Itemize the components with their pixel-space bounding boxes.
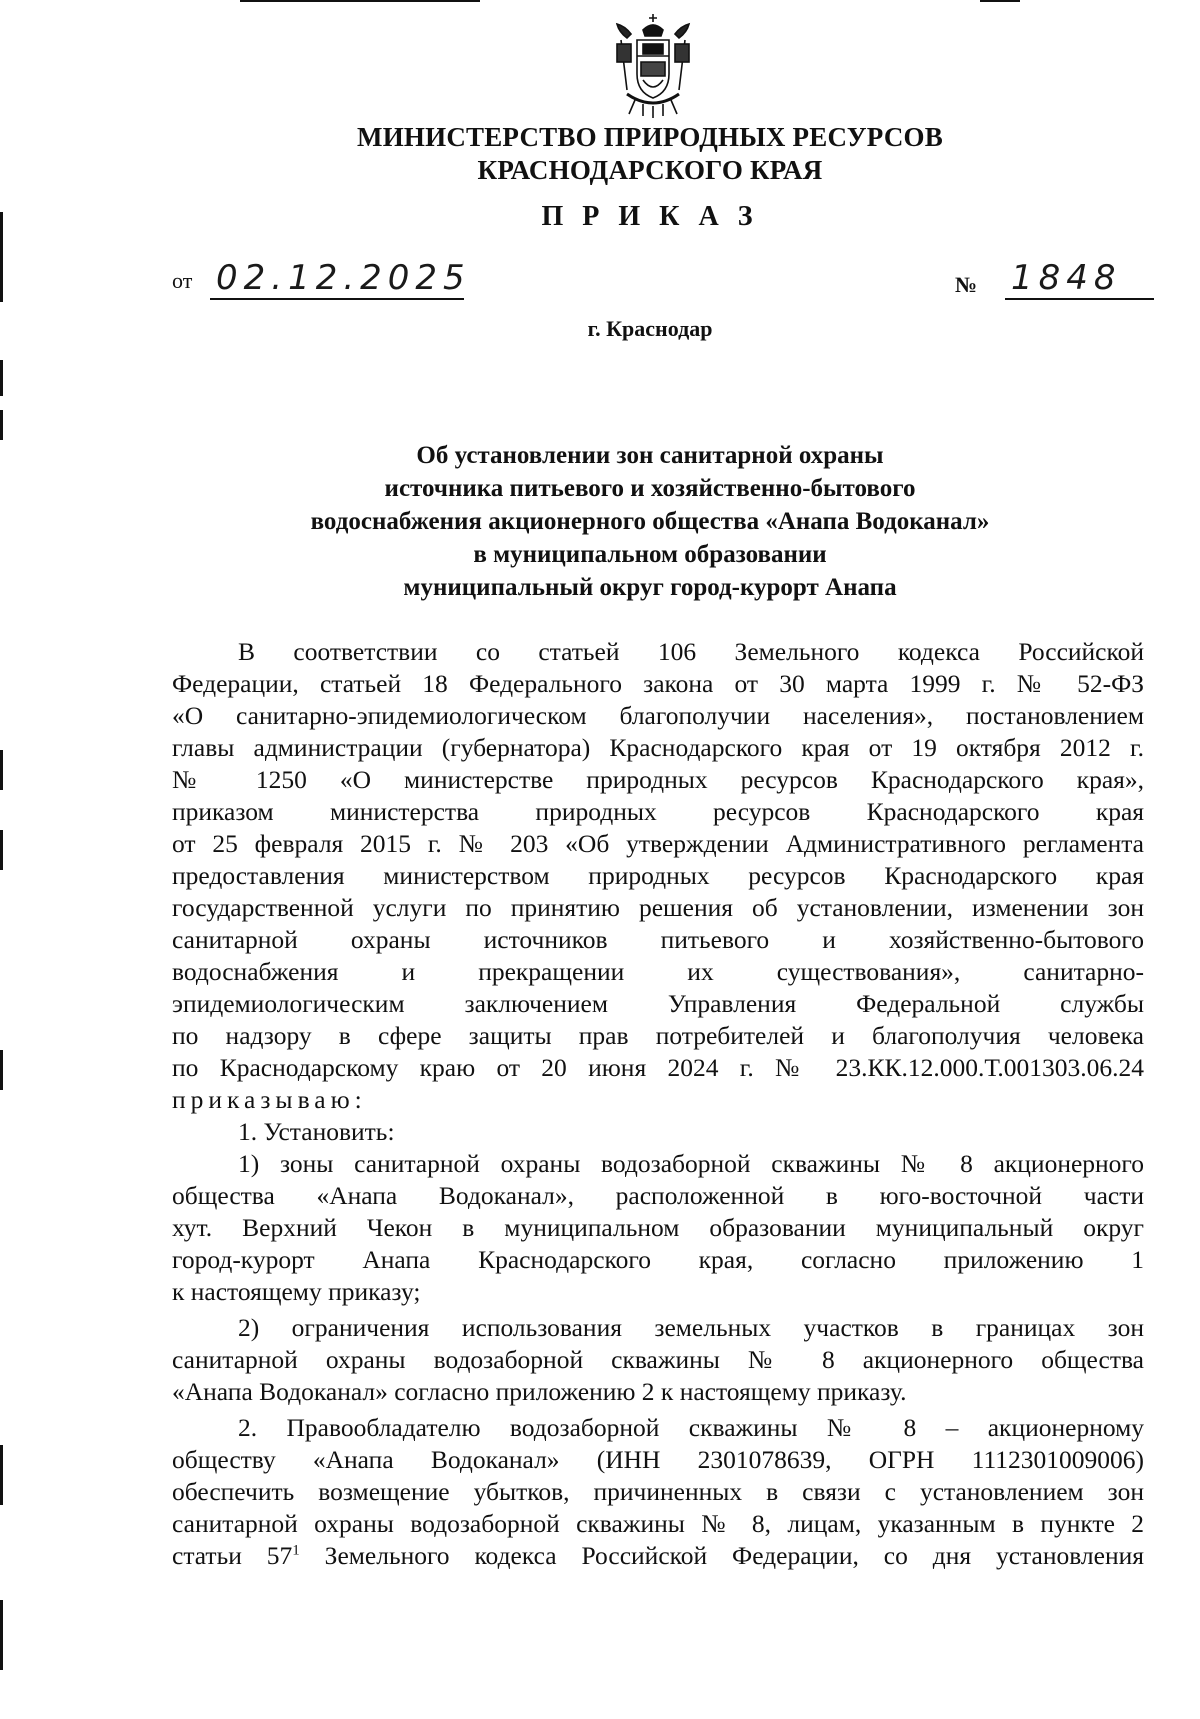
body-text-line: 1) зоны санитарной охраны водозаборной скважины № 8 акционерного (238, 1149, 1144, 1178)
ministry-name-line-2: КРАСНОДАРСКОГО КРАЯ (477, 155, 823, 185)
body-text-line: обеспечить возмещение убытков, причиненных в связи с установлением зон (172, 1477, 1144, 1506)
body-text-line: эпидемиологическим заключением Управления Федеральной службы (172, 989, 1144, 1018)
body-text-line: хут. Верхний Чекон в муниципальном образовании муниципальный округ (172, 1213, 1144, 1242)
scan-artifact (0, 410, 3, 440)
order-title-line: в муниципальном образовании (473, 541, 827, 568)
body-text-fragment: статьи 57 (172, 1541, 293, 1570)
body-text-line: 2) ограничения использования земельных участков в границах зон (238, 1313, 1144, 1342)
superscript: 1 (292, 1542, 300, 1559)
body-text-line: от 25 февраля 2015 г. № 203 «Об утверждении Административного регламента (172, 829, 1144, 858)
body-text-line: Федерации, статьей 18 Федерального закона от 30 марта 1999 г. № 52-ФЗ (172, 669, 1144, 698)
ministry-name-line-1: МИНИСТЕРСТВО ПРИРОДНЫХ РЕСУРСОВ (357, 122, 943, 152)
date-prefix: от (172, 268, 193, 293)
order-title-line: источника питьевого и хозяйственно-бытового (384, 475, 916, 502)
scan-artifact (0, 1050, 3, 1090)
scan-artifact (0, 360, 3, 396)
order-title-line: Об установлении зон санитарной охраны (416, 442, 884, 469)
body-text-line: по надзору в сфере защиты прав потребителей и благополучия человека (172, 1021, 1144, 1050)
scan-artifact (0, 1445, 3, 1505)
number-prefix: № (955, 272, 978, 297)
coat-of-arms-icon (613, 10, 693, 120)
body-text-line: 2. Правообладателю водозаборной скважины № 8 – акционерному (238, 1413, 1144, 1442)
body-text-line: санитарной охраны водозаборной скважины № 8 акционерного общества (172, 1345, 1144, 1374)
body-text-line: «О санитарно-эпидемиологическом благополучии населения», постановлением (172, 701, 1144, 730)
body-text-fragment: Земельного кодекса Российской Федерации, со дня установления (299, 1541, 1144, 1570)
body-text-line: общества «Анапа Водоканал», расположенной в юго-восточной части (172, 1181, 1144, 1210)
scan-artifact (0, 750, 3, 790)
scan-artifact (980, 0, 1020, 2)
order-title-line: водоснабжения акционерного общества «Анапа Водоканал» (310, 508, 990, 535)
document-type-heading: П Р И К А З (541, 201, 759, 232)
scan-artifact (0, 212, 3, 302)
body-text-line: № 1250 «О министерстве природных ресурсов Краснодарского края», (172, 765, 1144, 794)
body-text-line: В соответствии со статьей 106 Земельного кодекса Российской (238, 637, 1144, 666)
body-text-line: водоснабжения и прекращении их существования», санитарно- (172, 957, 1144, 986)
body-text-line: главы администрации (губернатора) Краснодарского края от 19 октября 2012 г. (172, 733, 1144, 762)
scan-artifact (240, 0, 480, 2)
order-title-line: муниципальный округ город-курорт Анапа (403, 574, 897, 601)
handwritten-order-date: 02.12.2025 (210, 258, 464, 300)
body-text-line: к настоящему приказу; (172, 1277, 421, 1306)
issue-place: г. Краснодар (587, 316, 713, 341)
body-text-line: санитарной охраны водозаборной скважины № 8, лицам, указанным в пункте 2 (172, 1509, 1144, 1538)
body-text-line: город-курорт Анапа Краснодарского края, согласно приложению 1 (172, 1245, 1144, 1274)
body-text-line: по Краснодарскому краю от 20 июня 2024 г. № 23.КК.12.000.Т.001303.06.24 (172, 1053, 1144, 1082)
scan-artifact (0, 830, 3, 870)
body-text-line: «Анапа Водоканал» согласно приложению 2 к настоящему приказу. (172, 1377, 907, 1406)
body-text-line: государственной услуги по принятию решения об установлении, изменении зон (172, 893, 1144, 922)
body-text-line: приказом министерства природных ресурсов Краснодарского края (172, 797, 1144, 826)
body-text-line-with-superscript (172, 1541, 1144, 1571)
body-text-line: предоставления министерством природных ресурсов Краснодарского края (172, 861, 1144, 890)
body-text-line: обществу «Анапа Водоканал» (ИНН 2301078639, ОГРН 1112301009006) (172, 1445, 1144, 1474)
body-text-line: приказываю: (172, 1085, 367, 1114)
scan-artifact (0, 1600, 3, 1670)
handwritten-order-number: 1848 (1005, 258, 1154, 300)
body-text-line: 1. Установить: (238, 1117, 395, 1146)
body-text-line: санитарной охраны источников питьевого и хозяйственно-бытового (172, 925, 1144, 954)
